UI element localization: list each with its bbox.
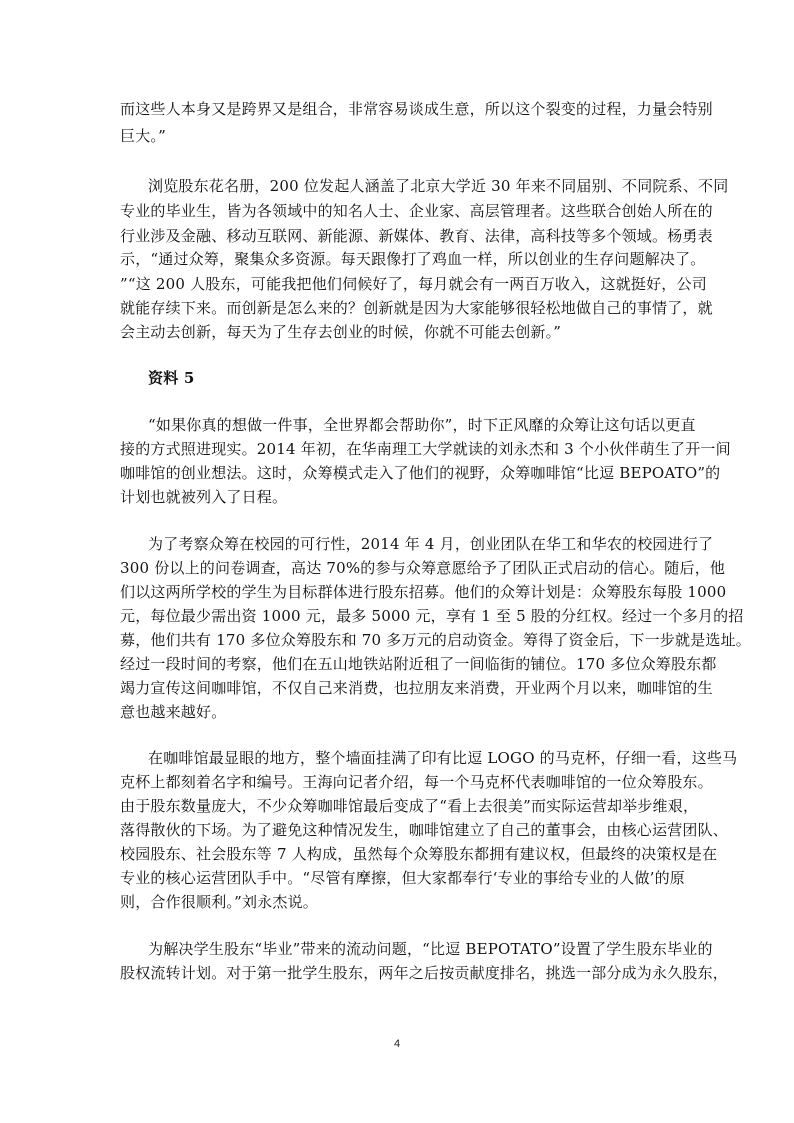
paragraph-4-line-2: 300 份以上的问卷调查，高达 70%的参与众筹意愿给予了团队正式启动的信心。随后，他 bbox=[120, 559, 726, 577]
paragraph-5-line-5: 校园股东、社会股东等 7 人构成，虽然每个众筹股东都拥有建议权，但最终的决策权是在 bbox=[120, 845, 718, 863]
paragraph-2-line-1: 浏览股东花名册，200 位发起人涵盖了北京大学近 30 年来不同届别、不同院系、不同 bbox=[148, 177, 729, 195]
paragraph-3-line-3: 咖啡馆的创业想法。这时，众筹模式走入了他们的视野，众筹咖啡馆“比逗 BEPOATO”的 bbox=[120, 464, 721, 482]
paragraph-2-line-2: 专业的毕业生，皆为各领域中的知名人士、企业家、高层管理者。这些联合创始人所在的 bbox=[120, 202, 713, 220]
page-number: 4 bbox=[393, 1038, 401, 1050]
paragraph-4-line-8: 意也越来越好。 bbox=[120, 703, 227, 721]
paragraph-4-line-6: 经过一段时间的考察，他们在五山地铁站附近租了一间临街的铺位。170 多位众筹股东都 bbox=[120, 655, 717, 673]
paragraph-5-line-4: 落得散伙的下场。为了避免这种情况发生，咖啡馆建立了自己的董事会，由核心运营团队、 bbox=[120, 821, 729, 839]
paragraph-4-line-1: 为了考察众筹在校园的可行性，2014 年 4 月，创业团队在华工和华农的校园进行了 bbox=[148, 535, 714, 553]
paragraph-3-line-4: 计划也就被列入了日程。 bbox=[120, 488, 288, 506]
paragraph-5-line-1: 在咖啡馆最显眼的地方，整个墙面挂满了印有比逗 LOGO 的马克杯，仔细一看，这些马 bbox=[148, 749, 738, 767]
paragraph-4-line-3: 们以这两所学校的学生为目标群体进行股东招募。他们的众筹计划是：众筹股东每股 1000 bbox=[120, 583, 727, 601]
paragraph-4-line-5: 募，他们共有 170 多位众筹股东和 70 多万元的启动资金。筹得了资金后，下一步就是选址。 bbox=[120, 631, 751, 649]
paragraph-1-line-2: 巨大。” bbox=[120, 127, 166, 145]
paragraph-2-line-5: ”“这 200 人股东，可能我把他们伺候好了，每月就会有一两百万收入，这就挺好，公司 bbox=[120, 275, 707, 293]
paragraph-4-line-7: 竭力宣传这间咖啡馆，不仅自己来消费，也拉朋友来消费，开业两个月以来，咖啡馆的生 bbox=[120, 679, 713, 697]
paragraph-6-line-2: 股权流转计划。对于第一批学生股东，两年之后按贡献度排名，挑选一部分成为永久股东， bbox=[120, 964, 729, 982]
paragraph-3-line-2: 接的方式照进现实。2014 年初，在华南理工大学就读的刘永杰和 3 个小伙伴萌生了开一间 bbox=[120, 440, 731, 458]
paragraph-3-line-1: “如果你真的想做一件事，全世界都会帮助你”，时下正风靡的众筹让这句话以更直 bbox=[148, 416, 696, 434]
paragraph-1-line-1: 而这些人本身又是跨界又是组合，非常容易谈成生意，所以这个裂变的过程，力量会特别 bbox=[120, 100, 713, 118]
paragraph-5-line-3: 由于股东数量庞大，不少众筹咖啡馆最后变成了“看上去很美”而实际运营却举步维艰， bbox=[120, 797, 699, 815]
paragraph-4-line-4: 元，每位最少需出资 1000 元，最多 5000 元，享有 1 至 5 股的分红权。经过一个多月的招 bbox=[120, 607, 744, 625]
paragraph-2-line-4: 示，“通过众筹，聚集众多资源。每天跟像打了鸡血一样，所以创业的生存问题解决了。 bbox=[120, 250, 706, 268]
paragraph-2-line-7: 会主动去创新，每天为了生存去创业的时候，你就不可能去创新。” bbox=[120, 323, 562, 341]
paragraph-5-line-2: 克杯上都刻着名字和编号。王海向记者介绍，每一个马克杯代表咖啡馆的一位众筹股东。 bbox=[120, 773, 713, 791]
paragraph-5-line-6: 专业的核心运营团队手中。“尽管有摩擦，但大家都奉行‘专业的事给专业的人做’的原 bbox=[120, 869, 686, 887]
section-heading: 资料 5 bbox=[148, 369, 195, 387]
paragraph-5-line-7: 则，合作很顺利。”刘永杰说。 bbox=[120, 893, 318, 911]
paragraph-6-line-1: 为解决学生股东“毕业”带来的流动问题，“比逗 BEPOTATO”设置了学生股东毕业的 bbox=[148, 940, 713, 958]
paragraph-2-line-6: 就能存续下来。而创新是怎么来的？创新就是因为大家能够很轻松地做自己的事情了，就 bbox=[120, 299, 713, 317]
paragraph-2-line-3: 行业涉及金融、移动互联网、新能源、新媒体、教育、法律，高科技等多个领域。杨勇表 bbox=[120, 227, 713, 245]
